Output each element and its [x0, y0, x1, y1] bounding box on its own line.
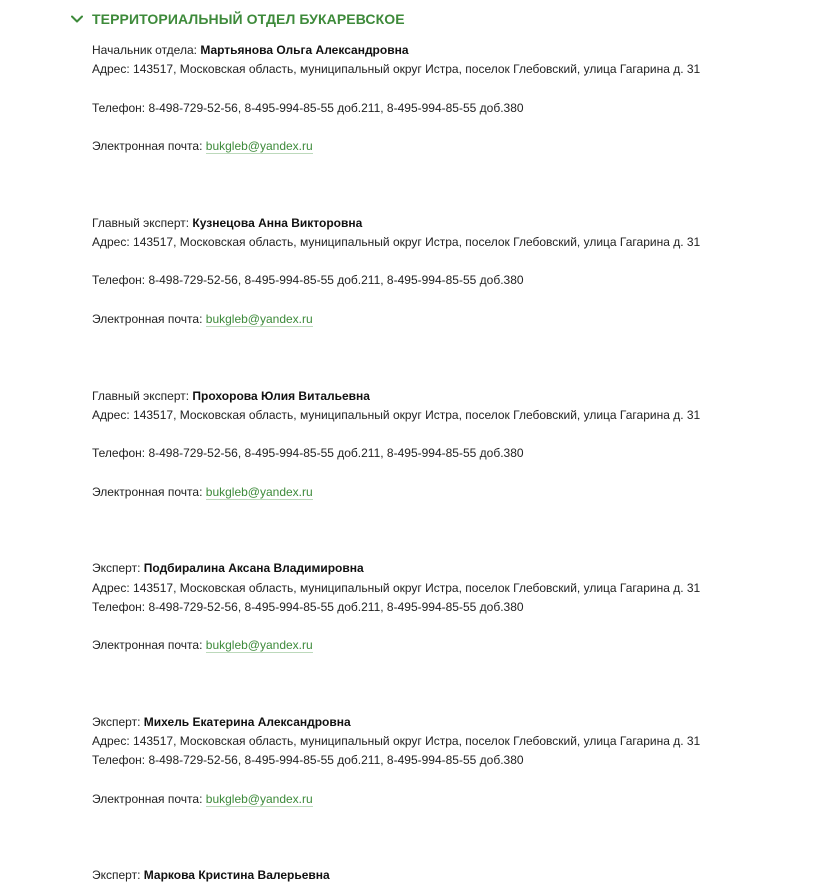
contact-address: Адрес: 143517, Московская область, муниципальный округ Истра, поселок Глебовский, улица Гагарина д. 31 — [92, 408, 701, 422]
email-label: Электронная почта: — [92, 638, 206, 652]
email-link[interactable]: bukgleb@yandex.ru — [205, 312, 313, 326]
contact-email-line — [92, 311, 313, 327]
email-link[interactable]: bukgleb@yandex.ru — [205, 792, 313, 806]
contact-name: Михель Екатерина Александровна — [143, 715, 351, 729]
contact-role-line — [92, 867, 330, 883]
contact-address: Адрес: 143517, Московская область, муниципальный округ Истра, поселок Глебовский, улица Гагарина д. 31 — [92, 235, 701, 249]
email-link[interactable]: bukgleb@yandex.ru — [205, 139, 313, 153]
contact-phone: Телефон: 8-498-729-52-56, 8-495-994-85-55 доб.211, 8-495-994-85-55 доб.380 — [92, 600, 524, 614]
contact-address: Адрес: 143517, Московская область, муниципальный округ Истра, поселок Глебовский, улица Гагарина д. 31 — [92, 734, 701, 748]
section-title: ТЕРРИТОРИАЛЬНЫЙ ОТДЕЛ БУКАРЕВСКОЕ — [92, 11, 405, 27]
contact-address: Адрес: 143517, Московская область, муниципальный округ Истра, поселок Глебовский, улица Гагарина д. 31 — [92, 62, 701, 76]
contact-phone: Телефон: 8-498-729-52-56, 8-495-994-85-55 доб.211, 8-495-994-85-55 доб.380 — [92, 446, 524, 460]
contact-role: Эксперт: — [92, 715, 144, 729]
email-label: Электронная почта: — [92, 312, 206, 326]
contact-role: Главный эксперт: — [92, 389, 193, 403]
chevron-down-icon[interactable] — [70, 12, 84, 26]
email-link[interactable]: bukgleb@yandex.ru — [205, 485, 313, 499]
contact-role: Начальник отдела: — [92, 43, 201, 57]
contact-email-line — [92, 791, 313, 807]
contact-name: Мартьянова Ольга Александровна — [200, 43, 409, 57]
contact-name: Подбиралина Аксана Владимировна — [143, 561, 364, 575]
section-header-toggle[interactable] — [70, 11, 405, 27]
contact-role-line — [92, 388, 370, 404]
contact-role-line — [92, 215, 362, 231]
email-label: Электронная почта: — [92, 139, 206, 153]
contact-email-line — [92, 138, 313, 154]
contact-name: Кузнецова Анна Викторовна — [192, 216, 363, 230]
email-link[interactable]: bukgleb@yandex.ru — [205, 638, 313, 652]
contact-email-line — [92, 637, 313, 653]
contact-name: Прохорова Юлия Витальевна — [192, 389, 370, 403]
contact-role: Эксперт: — [92, 561, 144, 575]
contact-email-line — [92, 484, 313, 500]
contact-role-line — [92, 42, 409, 58]
contact-phone: Телефон: 8-498-729-52-56, 8-495-994-85-55 доб.211, 8-495-994-85-55 доб.380 — [92, 273, 524, 287]
contact-role: Главный эксперт: — [92, 216, 193, 230]
contact-address: Адрес: 143517, Московская область, муниципальный округ Истра, поселок Глебовский, улица Гагарина д. 31 — [92, 581, 701, 595]
contact-role-line — [92, 560, 364, 576]
contact-phone: Телефон: 8-498-729-52-56, 8-495-994-85-55 доб.211, 8-495-994-85-55 доб.380 — [92, 101, 524, 115]
email-label: Электронная почта: — [92, 485, 206, 499]
contact-name: Маркова Кристина Валерьевна — [143, 868, 330, 882]
contact-phone: Телефон: 8-498-729-52-56, 8-495-994-85-55 доб.211, 8-495-994-85-55 доб.380 — [92, 753, 524, 767]
contact-role-line — [92, 714, 351, 730]
contact-role: Эксперт: — [92, 868, 144, 882]
email-label: Электронная почта: — [92, 792, 206, 806]
